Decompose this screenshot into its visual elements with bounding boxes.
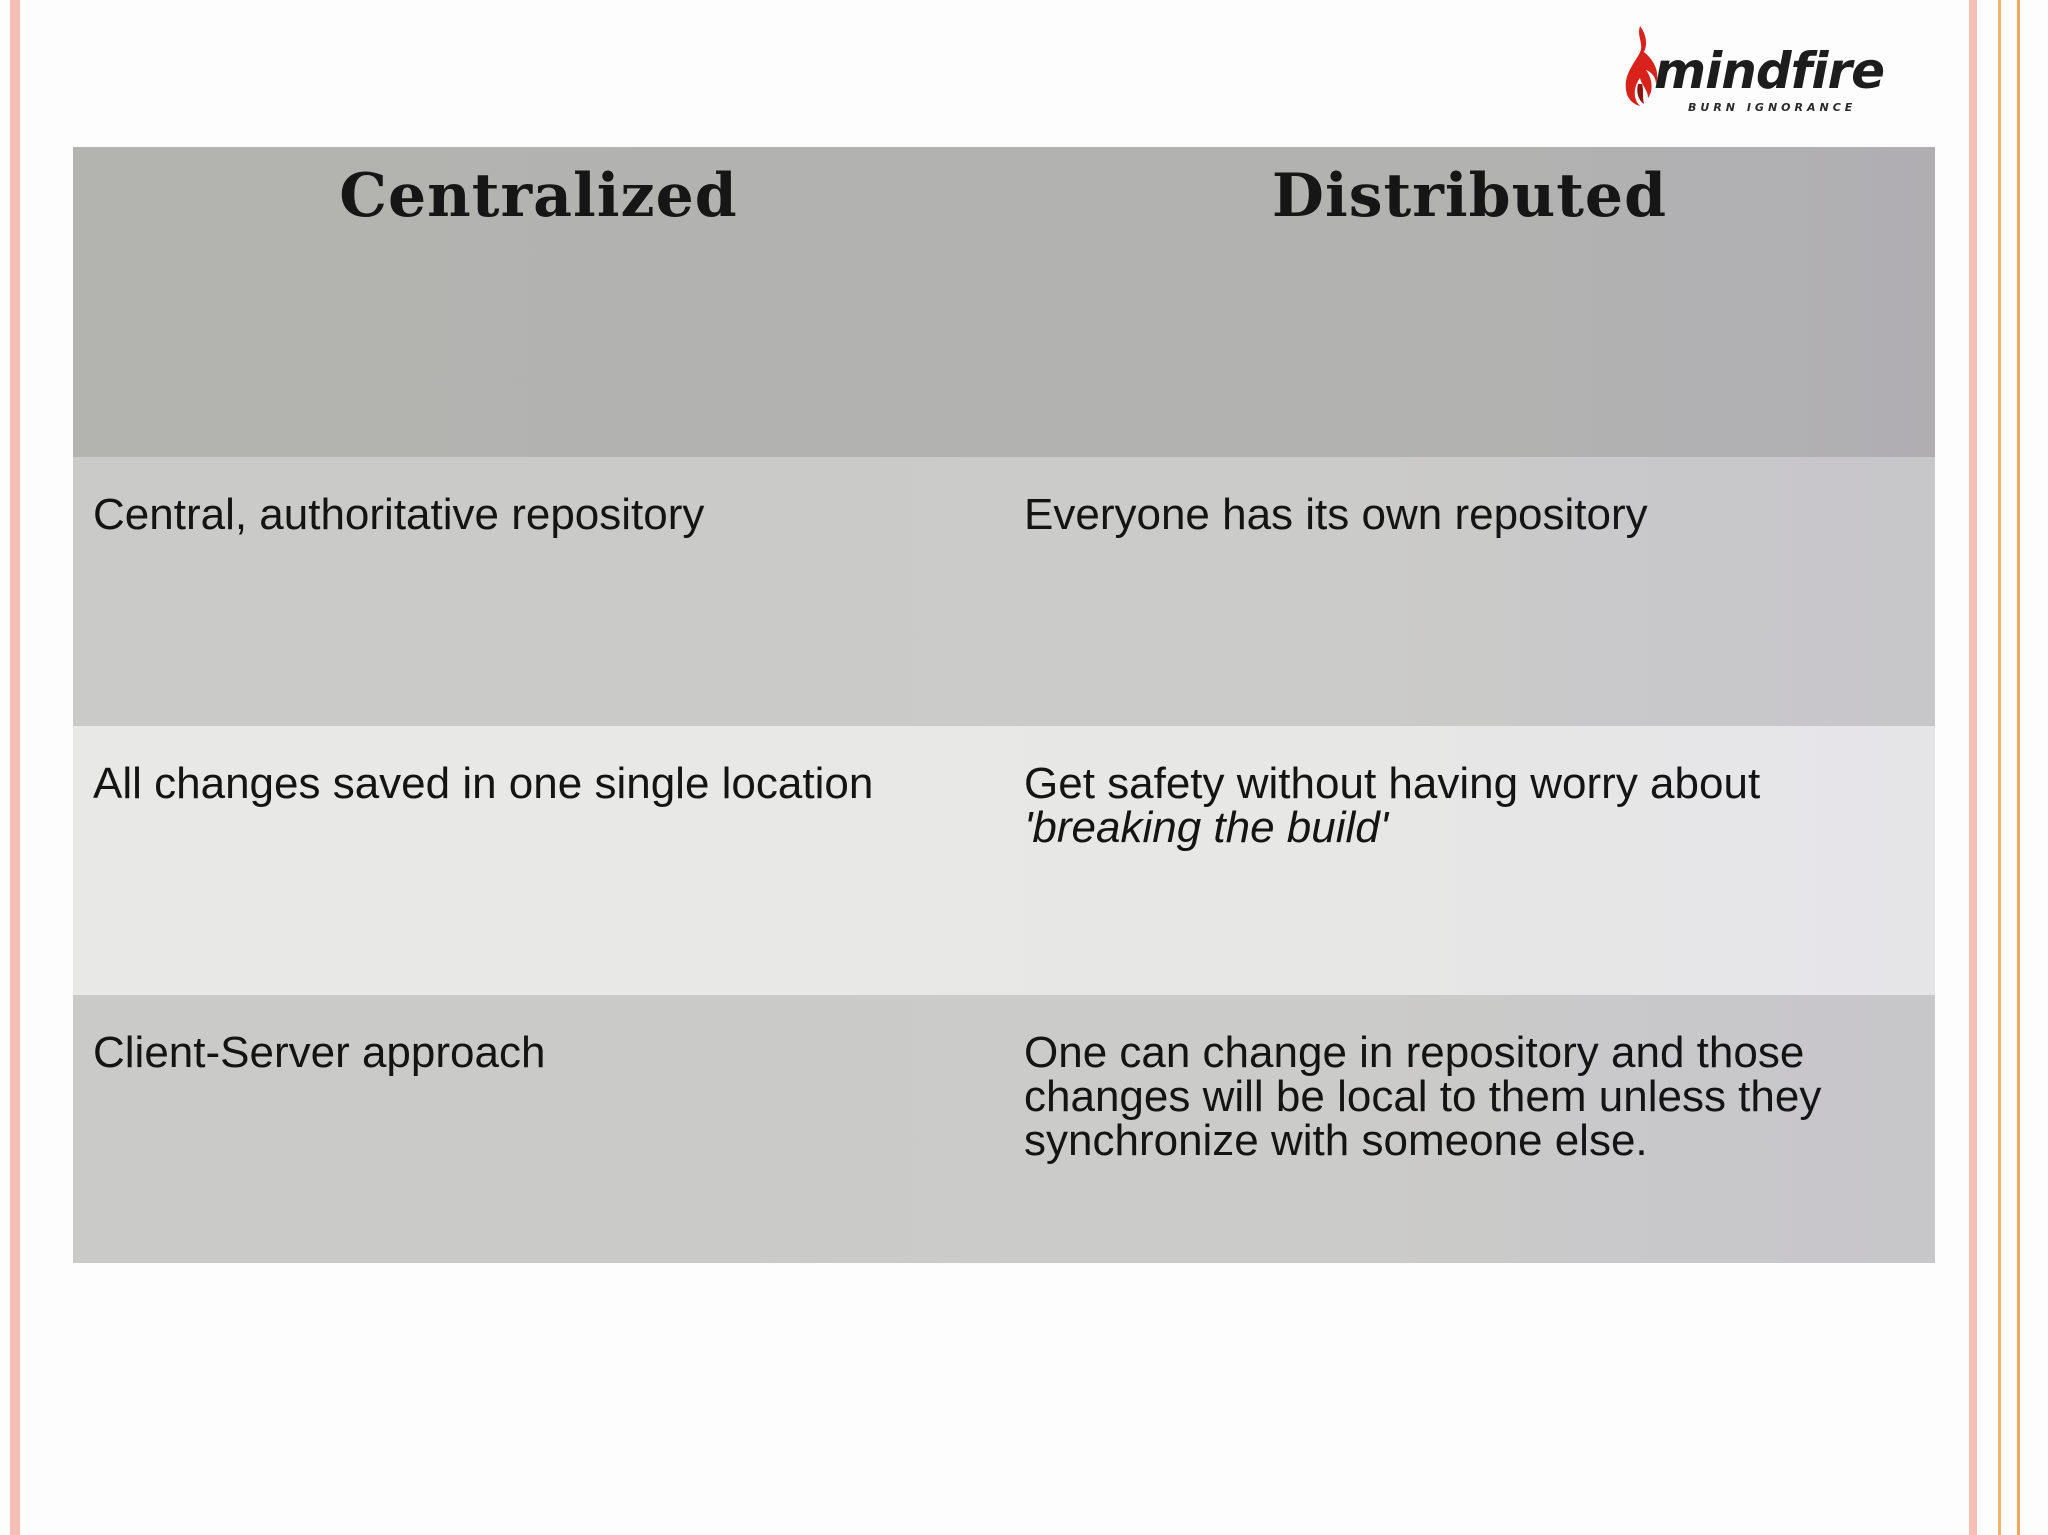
slide-border-left	[10, 0, 20, 1535]
cell-text-line: Get safety without having worry about	[1024, 759, 1761, 808]
cell-text-italic: 'breaking the build'	[1024, 803, 1389, 852]
slide-border-right	[1969, 0, 1977, 1535]
header-centralized: Centralized	[339, 161, 738, 231]
table-row	[73, 995, 1935, 1263]
table-row	[73, 457, 1935, 726]
slide-border-right-line	[1998, 0, 2001, 1535]
slide-border-right-line	[2017, 0, 2020, 1535]
cell-centralized: All changes saved in one single location	[93, 759, 874, 808]
logo-tagline: BURN IGNORANCE	[1688, 101, 1857, 114]
cell-centralized: Central, authoritative repository	[93, 490, 705, 539]
cell-distributed	[1004, 995, 1935, 1263]
table-header-row	[73, 147, 1935, 457]
mindfire-logo	[1618, 22, 1885, 118]
cell-distributed	[1004, 726, 1935, 995]
logo-wordmark: mindfire	[1654, 42, 1885, 100]
comparison-table	[73, 147, 1935, 1263]
cell-text-line: One can change in repository and those	[1024, 1028, 1805, 1077]
header-distributed: Distributed	[1271, 161, 1668, 231]
cell-text-line: changes will be local to them unless they	[1024, 1072, 1822, 1121]
cell-centralized: Client-Server approach	[93, 1028, 546, 1077]
cell-text-line: synchronize with someone else.	[1024, 1116, 1648, 1165]
cell-distributed: Everyone has its own repository	[1024, 490, 1648, 539]
table-row	[73, 726, 1935, 995]
